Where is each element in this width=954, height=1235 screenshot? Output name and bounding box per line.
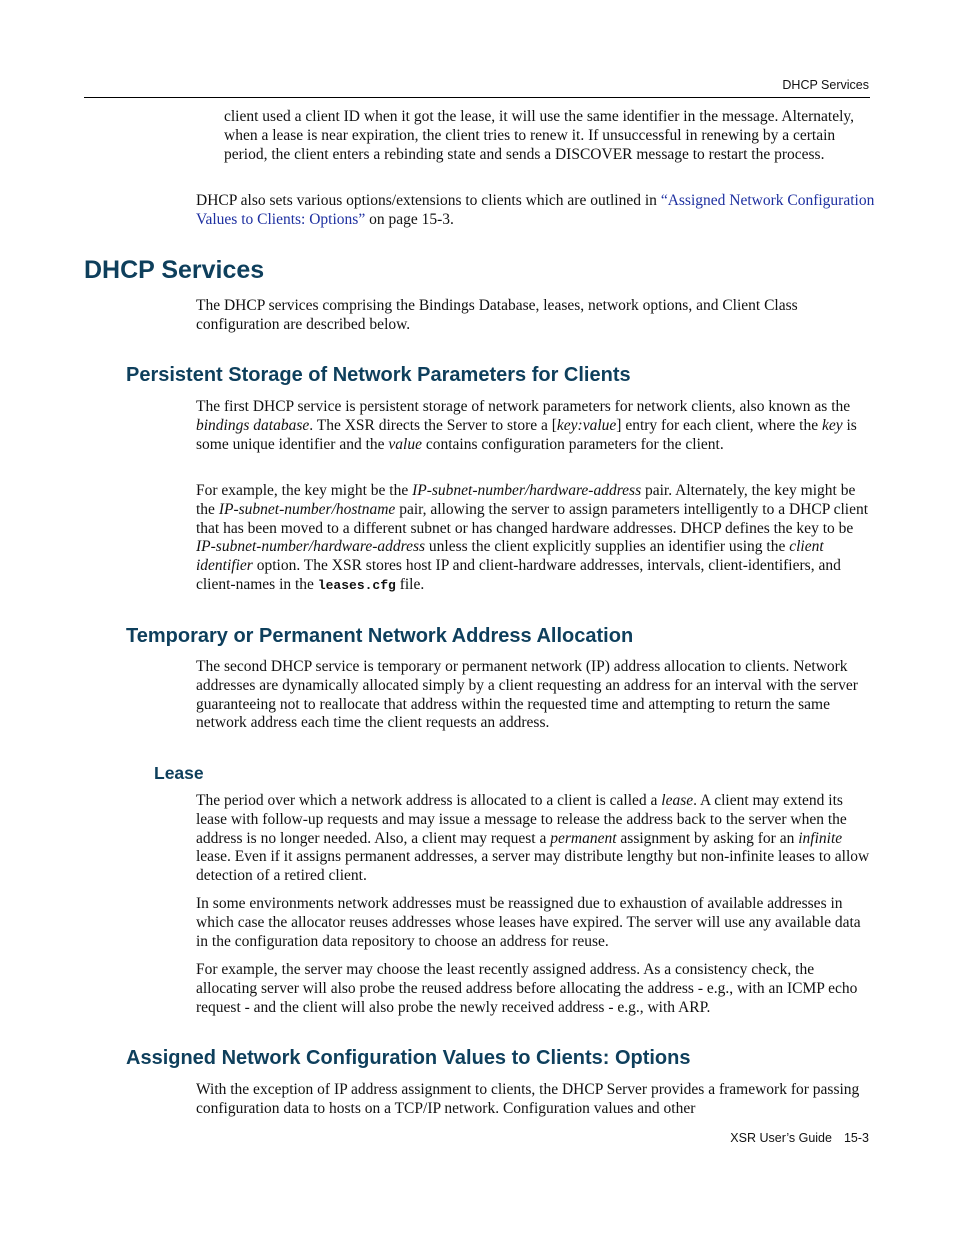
lease-paragraph-2: In some environments network addresses must be reassigned due to exhaustion of available addresses in which case the allocator reuses addresses whose leases have expired. The server will use any available data in the configuration data repository to choose an address for reuse. [196, 895, 861, 950]
options-section-link[interactable]: “Assigned Network Configuration Values to Clients: Options” [196, 192, 875, 228]
text-run: file. [395, 575, 425, 593]
emphasis: IP-subnet-number/hardware-address [196, 538, 426, 556]
page-number: 15-3 [843, 1131, 869, 1145]
text-run: For example, the key might be the [196, 482, 413, 499]
text-run: ] entry for each client, where the [616, 416, 822, 434]
text-run: . The XSR directs the Server to store a [ [309, 416, 557, 434]
section-intro: The DHCP services comprising the Bindings Database, leases, network options, and Client Class configuration are described below. [196, 297, 798, 333]
section-title: DHCP Services [84, 256, 265, 284]
text-run: pair, allowing the server to assign parameters intelligently to a DHCP client that has been moved to a different subnet or has changed hardware addresses. DHCP defines the key to be [196, 500, 869, 537]
persistent-paragraph-2 [196, 482, 876, 596]
leases-cfg-filename: leases.cfg [317, 577, 396, 593]
heading-assigned-options: Assigned Network Configuration Values to Clients: Options [126, 1047, 691, 1069]
emphasis: permanent [550, 829, 617, 847]
assigned-paragraph: With the exception of IP address assignment to clients, the DHCP Server provides a framework for passing configuration data to hosts on a TCP/IP network. Configuration values and other [196, 1081, 860, 1117]
page-footer [730, 1131, 869, 1145]
heading-persistent-storage: Persistent Storage of Network Parameters for Clients [126, 364, 631, 386]
emphasis: bindings database [196, 416, 310, 434]
persistent-paragraph-1 [196, 398, 876, 454]
emphasis: key [821, 416, 843, 434]
emphasis: infinite [798, 829, 843, 847]
emphasis: key:value [556, 416, 617, 434]
temporary-paragraph: The second DHCP service is temporary or permanent network (IP) address allocation to clients. Network addresses are dynamically allocated simply by a client requesting an address for an interval with the server guaranteeing not to reallocate that address within the requested time and attempting to return the same network address each time the client requests an address. [196, 658, 858, 732]
text-run: The first DHCP service is persistent storage of network parameters for network clients, also known as the [196, 398, 851, 415]
text-run: pair. Alternately, the key might be the [196, 482, 856, 518]
text-run: is some unique identifier and the [196, 416, 857, 453]
text-run: . A client may extend its lease with follow-up requests and may issue a message to release the address back to the server when the address is no longer needed. Also, a client may request a [196, 792, 847, 847]
heading-lease: Lease [154, 763, 204, 783]
text-run: The period over which a network address is allocated to a client is called a [196, 792, 662, 809]
emphasis: value [388, 435, 422, 453]
text-run: option. The XSR stores host IP and client-hardware addresses, intervals, client-identifiers, and client-names in the [196, 557, 841, 593]
lease-paragraph-3: For example, the server may choose the least recently assigned address. As a consistency check, the allocating server will also probe the reused address before allocating the address - e.g., with an ICMP echo request - and the client will also probe the newly received address - e.g., with ARP. [196, 961, 858, 1016]
header-rule [84, 97, 870, 98]
lease-paragraph-1 [196, 792, 876, 886]
text-run: unless the client explicitly supplies an identifier using the [425, 538, 790, 556]
running-header: DHCP Services [782, 78, 869, 92]
text-run: DHCP also sets various options/extensions to clients which are outlined in [196, 192, 661, 209]
emphasis: IP-subnet-number/hardware-address [412, 482, 642, 499]
footer-guide-title: XSR User’s Guide [730, 1131, 832, 1145]
text-run: contains configuration parameters for the client. [421, 435, 724, 453]
options-reference-paragraph [196, 192, 876, 230]
text-run: assignment by asking for an [616, 829, 799, 847]
emphasis: client identifier [196, 538, 824, 575]
text-run: lease. Even if it assigns permanent addresses, a server may distribute lengthy but non-infinite leases to allow detection of a retired client. [196, 848, 870, 885]
text-run: on page 15-3. [365, 210, 454, 228]
heading-temporary-allocation: Temporary or Permanent Network Address Allocation [126, 625, 634, 647]
continued-paragraph: client used a client ID when it got the lease, it will use the same identifier in the message. Alternately, when a lease is near expiration, the client tries to renew it. If unsuccessful in renewing by a certain period, the client enters a rebinding state and sends a DISCOVER message to restart the process. [224, 108, 854, 163]
emphasis: IP-subnet-number/hostname [218, 500, 396, 518]
emphasis: lease [661, 792, 694, 809]
